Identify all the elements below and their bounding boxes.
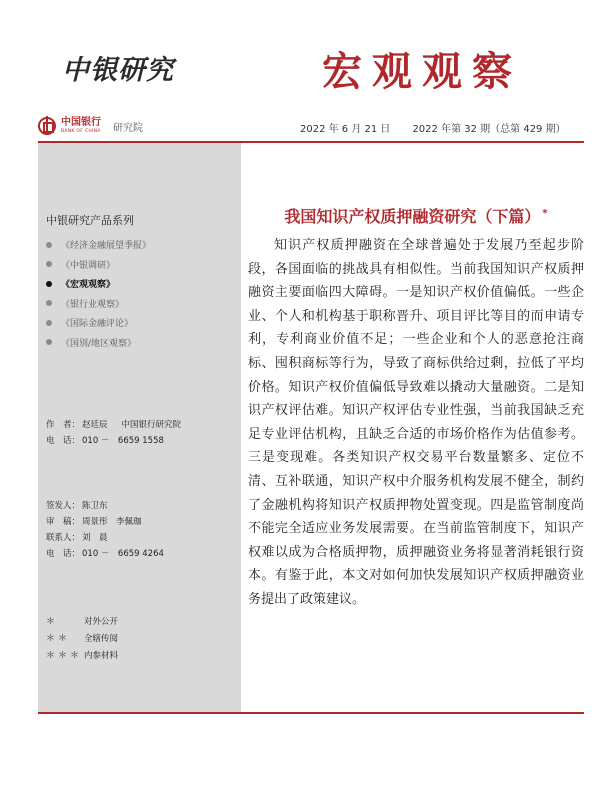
bank-logo-row xyxy=(38,114,143,138)
series-item-active: 《宏观观察》 xyxy=(46,274,151,294)
contact-row xyxy=(46,529,164,545)
issue-date: 2022 年 6 月 21 日 xyxy=(300,124,391,135)
level-label: 全辖传阅 xyxy=(84,633,119,644)
bank-name-cn: 中国银行 xyxy=(61,116,101,128)
article-title xyxy=(248,204,584,227)
level-label: 内参材料 xyxy=(84,650,119,661)
bullet-icon xyxy=(46,300,52,306)
phone-value: 010 － 6659 4264 xyxy=(82,549,164,559)
series-item: 《中银调研》 xyxy=(46,255,151,275)
reviewer-label: 审 稿： xyxy=(46,517,81,527)
contact-value: 刘 晨 xyxy=(82,533,108,543)
author-row xyxy=(46,416,181,432)
level-row xyxy=(46,612,118,629)
series-item: 《国别/地区观察》 xyxy=(46,333,151,353)
reviewer-value: 周景彤 李佩珈 xyxy=(82,517,142,527)
distribution-levels xyxy=(46,612,118,663)
phone-label: 电 话： xyxy=(46,436,81,446)
series-item: 《国际金融评论》 xyxy=(46,313,151,333)
institute-label: 研究院 xyxy=(113,122,143,134)
level-row xyxy=(46,629,118,646)
bank-name-en: BANK OF CHINA xyxy=(61,128,101,134)
series-list xyxy=(46,235,151,352)
bullet-icon xyxy=(46,281,52,287)
level-label: 对外公开 xyxy=(84,616,119,627)
author-org: 中国银行研究院 xyxy=(121,420,182,430)
contact-label: 联系人： xyxy=(46,533,81,543)
signer-row xyxy=(46,497,164,513)
reviewer-row xyxy=(46,513,164,529)
bullet-icon xyxy=(46,339,52,345)
issue-number: 2022 年第 32 期（总第 429 期） xyxy=(412,124,566,135)
star-marks: ＊＊＊ xyxy=(46,651,83,661)
series-title: 中银研究产品系列 xyxy=(46,214,134,227)
bank-name xyxy=(61,118,101,135)
series-item: 《银行业观察》 xyxy=(46,294,151,314)
level-row xyxy=(46,646,118,663)
phone-label: 电 话： xyxy=(46,549,81,559)
contact-phone-row xyxy=(46,545,164,561)
article-title-text: 我国知识产权质押融资研究（下篇） xyxy=(284,207,541,226)
author-value: 赵廷辰 xyxy=(82,420,108,430)
bullet-icon xyxy=(46,261,52,267)
bullet-icon xyxy=(46,320,52,326)
footer-divider xyxy=(38,712,584,714)
phone-value: 010 － 6659 1558 xyxy=(82,436,164,446)
publication-title: 宏观观察 xyxy=(322,49,522,95)
title-footnote-mark: * xyxy=(542,207,548,219)
issue-info xyxy=(300,120,566,135)
bullet-icon xyxy=(46,242,52,248)
brand-calligraphy-logo: 中银研究 xyxy=(62,55,174,86)
signer-label: 签发人： xyxy=(46,501,81,511)
series-item: 《经济金融展望季报》 xyxy=(46,235,151,255)
author-phone-row xyxy=(46,432,181,448)
author-label: 作 者： xyxy=(46,420,81,430)
signer-value: 陈卫东 xyxy=(82,501,108,511)
bank-of-china-icon xyxy=(38,117,56,135)
review-block xyxy=(46,497,164,561)
star-marks: ＊＊ xyxy=(46,634,71,644)
article-abstract: 知识产权质押融资在全球普遍处于发展乃至起步阶段，各国面临的挑战具有相似性。当前我国知识产权质押融资主要面临四大障碍。一是知识产权价值偏低。一些企业、个人和机构基于职称晋升、项目评比等目的而申请专利，专利商业价值不足；一些企业和个人的恶意抢注商标、囤积商标等行为，导致了商标供给过剩，拉低了平均价格。知识产权价值偏低导致难以撬动大量融资。二是知识产权评估难。知识产权评估专业性强，当前我国缺乏充足专业评估机构，且缺乏合适的市场价格作为估值参考。三是变现难。各类知识产权交易平台数量繁多、定位不清、互补联通，知识产权中介服务机构发展不健全，制约了金融机构将知识产权质押物处置变现。四是监管制度尚不能完全适应业务发展需要。在当前监管制度下，知识产权难以成为合格质押物，质押融资业务将显著消耗银行资本。有鉴于此，本文对如何加快发展知识产权质押融资业务提出了政策建议。 xyxy=(248,238,584,607)
author-block xyxy=(46,416,181,448)
star-marks: ＊ xyxy=(46,617,59,627)
